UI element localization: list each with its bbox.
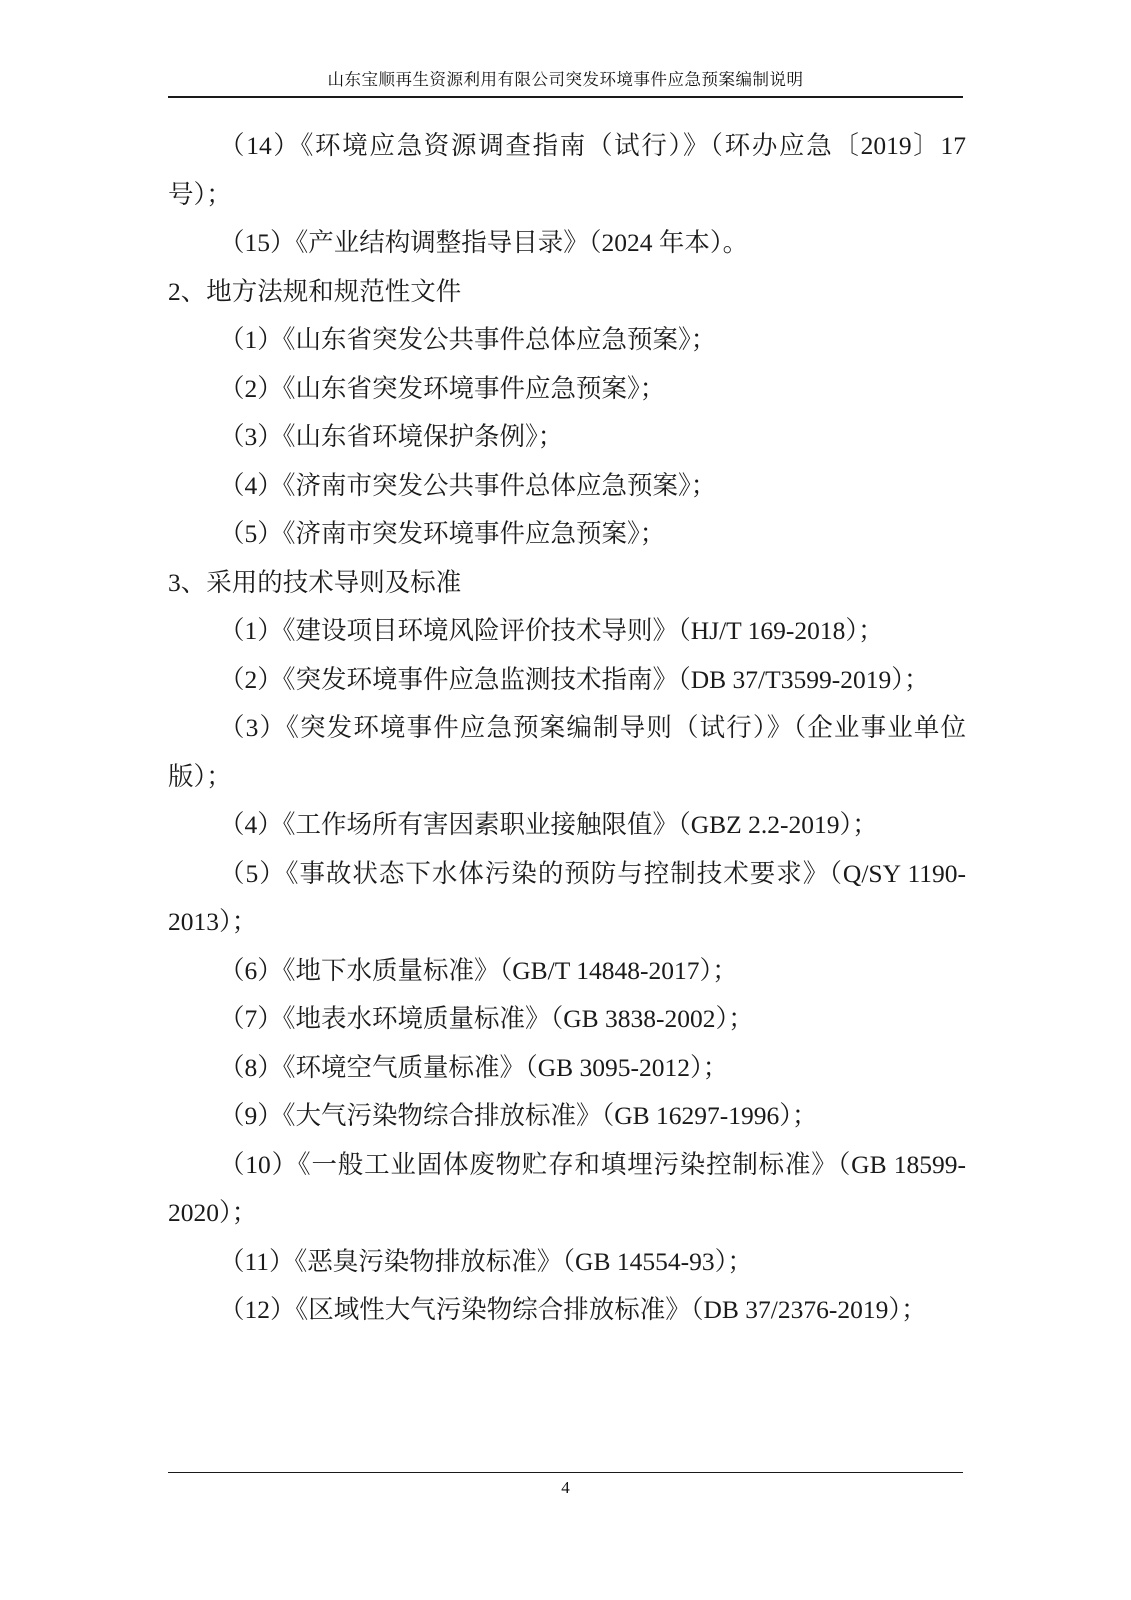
list-item: （4）《济南市突发公共事件总体应急预案》； [219,470,717,500]
list-item: （6）《地下水质量标准》（GB/T 14848-2017）； [219,955,738,985]
list-item: （12）《区域性大气污染物综合排放标准》（DB 37/2376-2019）； [219,1295,927,1324]
list-item: （1）《山东省突发公共事件总体应急预案》； [219,325,717,354]
page-number: 4 [561,1478,570,1497]
list-item: （8）《环境空气质量标准》（GB 3095-2012）； [219,1052,729,1082]
list-item: （4）《工作场所有害因素职业接触限值》（GBZ 2.2-2019）； [219,810,878,839]
list-item: （15）《产业结构调整指导目录》（2024 年本）。 [219,228,749,257]
list-item: （14）《环境应急资源调查指南（试行）》（环办应急〔2019〕17 号）； [168,131,966,209]
list-item: （2）《山东省突发环境事件应急预案》； [219,373,666,403]
header-divider [168,96,963,98]
section-heading: 2、地方法规和规范性文件 [168,276,462,306]
document-body [168,122,966,1335]
list-item: （7）《地表水环境质量标准》（GB 3838-2002）； [219,1004,754,1033]
footer-divider [168,1472,963,1473]
list-item: （3）《山东省环境保护条例》； [219,422,564,451]
page-header: 山东宝顺再生资源利用有限公司突发环境事件应急预案编制说明 [327,70,804,89]
list-item: （10）《一般工业固体废物贮存和填埋污染控制标准》（GB 18599-2020）； [168,1149,966,1227]
list-item: （9）《大气污染物综合排放标准》（GB 16297-1996）； [219,1101,818,1130]
list-item: （11）《恶臭污染物排放标准》（GB 14554-93）； [219,1246,753,1276]
list-item: （5）《济南市突发环境事件应急预案》； [219,519,666,548]
section-heading: 3、采用的技术导则及标准 [168,567,462,597]
list-item: （5）《事故状态下水体污染的预防与控制技术要求》（Q/SY 1190-2013）； [168,858,966,936]
list-item: （2）《突发环境事件应急监测技术指南》（DB 37/T3599-2019）； [219,664,930,694]
list-item: （3）《突发环境事件应急预案编制导则（试行）》（企业事业单位版）； [168,713,966,791]
list-item: （1）《建设项目环境风险评价技术导则》（HJ/T 169-2018）； [219,616,884,645]
